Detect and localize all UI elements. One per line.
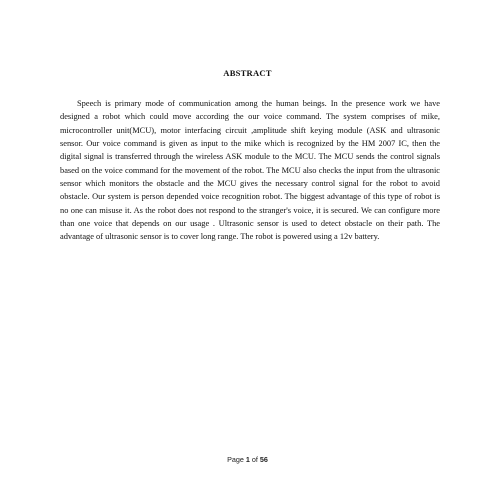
abstract-heading: ABSTRACT [223,68,272,78]
page-footer [0,455,495,464]
footer-of-word: of [251,455,258,464]
footer-current-page: 1 [245,455,250,464]
footer-total-pages: 56 [259,455,268,464]
footer-page-word: Page [227,455,244,464]
abstract-body: Speech is primary mode of communication among the human beings. In the presence work we have designed a robot which could move according the our voice command. The system comprises of mike, microcontroller unit(MCU), motor interfacing circuit ,amplitude shift keying module (ASK and ultrasonic sensor. Our voice command is given as input to the mike which is recognized by the HM 2007 IC, then the digital signal is transferred through the wireless ASK module to the MCU. The MCU sends the control signals based on the voice command for the movement of the robot. The MCU also checks the input from the ultrasonic sensor which monitors the obstacle and the MCU gives the necessary control signal for the robot to avoid obstacle. Our system is person depended voice recognition robot. The biggest advantage of this type of robot is no one can misuse it. As the robot does not respond to the stranger's voice, it is secured. We can configure more than one voice that depends on our usage . Ultrasonic sensor is used to detect obstacle on their path. The advantage of ultrasonic sensor is to cover long range. The robot is powered using a 12v battery. [60,99,440,242]
